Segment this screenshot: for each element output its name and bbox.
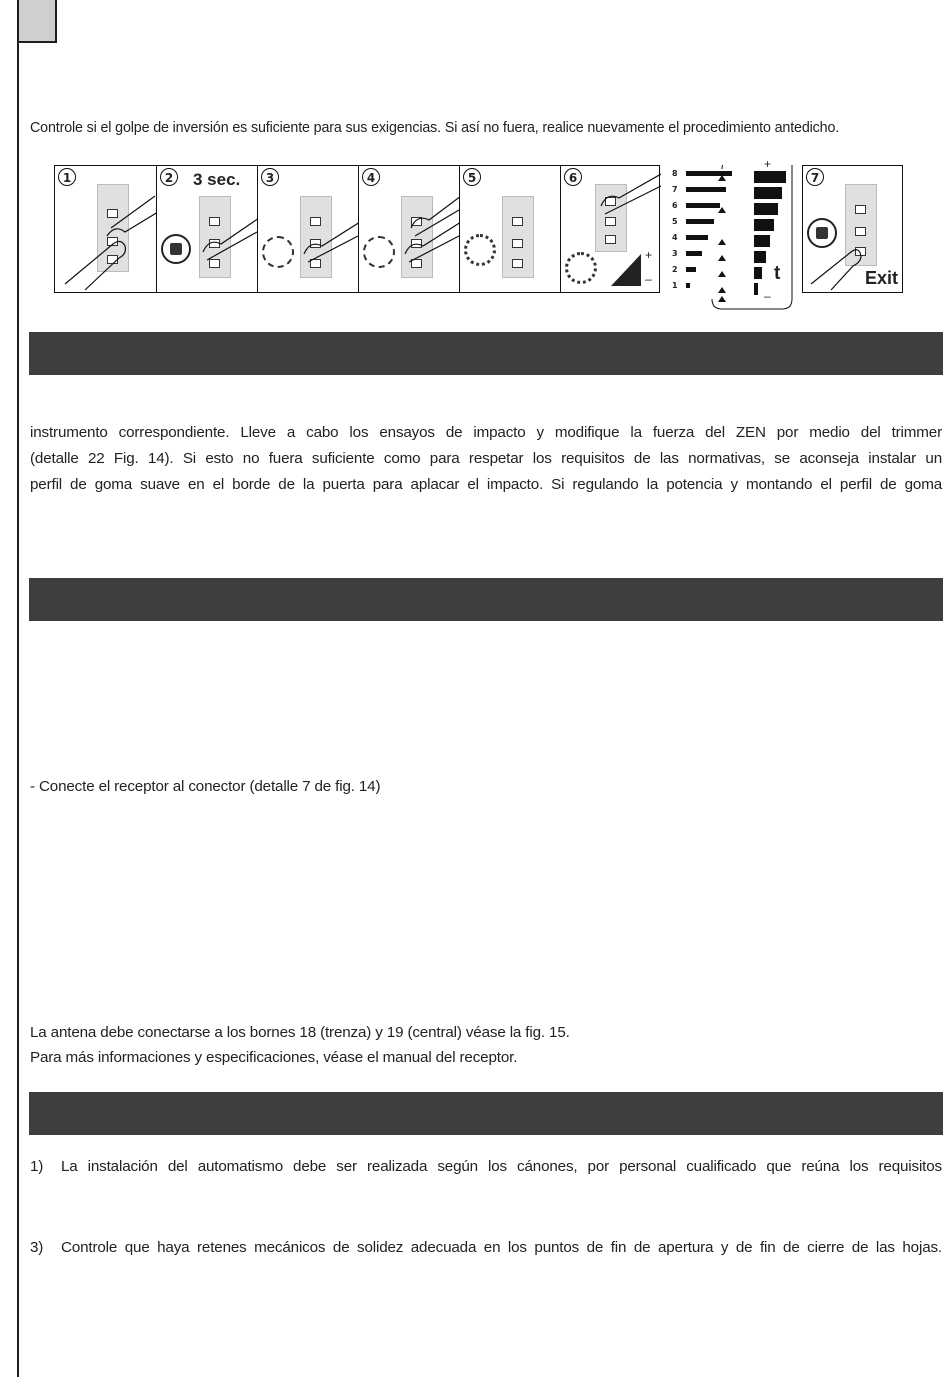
level-bar [754, 171, 786, 183]
step-number-4: 4 [362, 168, 380, 186]
rotary-dial-icon [565, 252, 597, 284]
level-6-label: 6 [672, 201, 678, 210]
step-panel-4 [358, 165, 460, 293]
list-item-text: Controle que haya retenes mecánicos de solidez adecuada en los puntos de fin de apertura y de fin de cierre de las hojas. [61, 1239, 942, 1256]
step-panel-7 [802, 165, 903, 293]
remote-button-icon [512, 239, 523, 248]
rotary-dial-icon [464, 234, 496, 266]
level-bar [754, 283, 758, 295]
page-corner-tab [17, 0, 57, 43]
list-item-text: La instalación del automatismo debe ser realizada según los cánones, por personal cualificado que reúna los requisitos [61, 1158, 942, 1175]
level-bar [754, 251, 766, 263]
safety-list-item [30, 1155, 942, 1179]
step-number-6: 6 [564, 168, 582, 186]
exit-label: Exit [865, 268, 899, 288]
level-bar [754, 203, 778, 215]
finger-press-icon [258, 166, 360, 294]
step-number-1: 1 [58, 168, 76, 186]
finger-press-icon [55, 166, 158, 294]
level-scale-diagram [672, 157, 796, 315]
safety-list-item [30, 1236, 942, 1260]
remote-button-icon [512, 259, 523, 268]
section-header-bar [29, 1092, 943, 1135]
section-header-bar [29, 578, 943, 621]
list-item-number: 3) [30, 1239, 44, 1256]
step-number-5: 5 [463, 168, 481, 186]
level-3-label: 3 [672, 249, 678, 258]
paragraph-impact-line: instrumento correspondiente. Lleve a cabo los ensayos de impacto y modifique la fuerza del ZEN por medio del trimmer [30, 424, 942, 441]
finger-press-icon [359, 166, 461, 294]
step-number-2: 2 [160, 168, 178, 186]
decrease-sign: – [645, 272, 652, 286]
programming-steps-figure [54, 157, 906, 315]
paragraph-impact-line: (detalle 22 Fig. 14). Si esto no fuera suficiente como para respetar los requisitos de las normativas, se aconseja instalar un [30, 450, 942, 467]
level-4-label: 4 [672, 233, 678, 242]
paragraph-impact-line: perfil de goma suave en el borde de la puerta para aplacar el impacto. Si regulando la potencia y montando el perfil de goma [30, 476, 942, 493]
step-panel-5 [459, 165, 561, 293]
time-label: t [774, 263, 781, 284]
list-item-number: 1) [30, 1158, 44, 1175]
step-number-3: 3 [261, 168, 279, 186]
remote-button-icon [512, 217, 523, 226]
level-5-label: 5 [672, 217, 678, 226]
paragraph-check-inversion: Controle si el golpe de inversión es suficiente para sus exigencias. Si así no fuera, realice nuevamente el procedimiento antedicho. [30, 119, 840, 136]
section-header-bar [29, 332, 943, 375]
step-panel-1 [54, 165, 157, 293]
level-bar [754, 267, 762, 279]
level-bar [754, 187, 782, 199]
remote-control-icon [502, 196, 534, 278]
receiver-connection-step: - Conecte el receptor al conector (detalle 7 de fig. 14) [30, 778, 381, 795]
hold-duration-label: 3 sec. [193, 170, 241, 189]
level-bar [754, 219, 774, 231]
finger-press-icon [157, 166, 259, 294]
level-1-label: 1 [672, 281, 678, 290]
step-panel-2 [156, 165, 258, 293]
step-panel-3 [257, 165, 359, 293]
level-8-label: 8 [672, 169, 678, 178]
increase-sign: + [645, 248, 653, 262]
scale-minus-sign: – [764, 289, 771, 303]
level-7-label: 7 [672, 185, 678, 194]
step-panel-6 [560, 165, 660, 293]
antenna-instruction-line: Para más informaciones y especificaciones, véase el manual del receptor. [30, 1049, 518, 1066]
level-bar [754, 235, 770, 247]
scale-plus-sign: + [764, 157, 772, 171]
level-2-label: 2 [672, 265, 678, 274]
antenna-instruction-line: La antena debe conectarse a los bornes 18 (trenza) y 19 (central) véase la fig. 15. [30, 1024, 570, 1041]
step-number-7: 7 [806, 168, 824, 186]
staircase-level-icon [611, 252, 641, 286]
page-left-rule [17, 42, 19, 1377]
